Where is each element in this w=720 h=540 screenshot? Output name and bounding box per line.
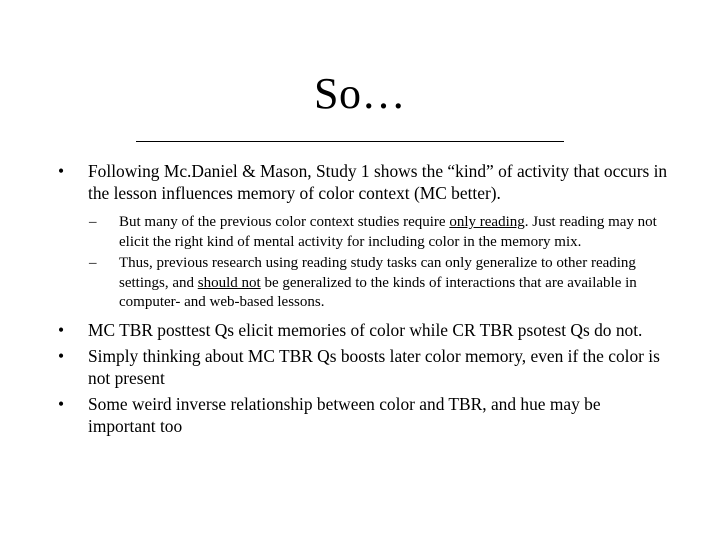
bullet-marker: • — [58, 345, 65, 366]
bullet-text: Some weird inverse relationship between color and TBR, and hue may be important too — [88, 393, 601, 436]
bullet-text: Following Mc.Daniel & Mason, Study 1 shows the “kind” of activity that occurs in the lesson influences memory of color context (MC better). — [88, 161, 668, 203]
bullet-marker: • — [58, 161, 65, 181]
bullet-marker: • — [58, 393, 65, 414]
sub-bullet-text-start: But many of the previous color context studies require — [119, 214, 450, 230]
sub-bullet-text-end: be generalized to the kinds of interactions that are available in computer- and web-based lessons. — [119, 274, 637, 310]
bullet-item — [58, 345, 668, 389]
sub-bullet-list — [89, 213, 668, 313]
bullet-text: Simply thinking about MC TBR Qs boosts later color memory, even if the color is not present — [88, 345, 660, 388]
slide-body — [58, 160, 668, 437]
bullet-item — [58, 393, 668, 437]
underlined-phrase: should not — [197, 274, 261, 291]
sub-bullet-item — [89, 254, 668, 313]
bullet-text: MC TBR posttest Qs elicit memories of color while CR TBR psotest Qs do not. — [88, 319, 643, 340]
underlined-phrase: only reading — [449, 214, 525, 230]
bullet-marker: • — [58, 319, 65, 340]
sub-bullet-item — [89, 213, 668, 252]
sub-bullet-text-end: . Just reading may not elicit the right kind of mental activity for including color in the memory mix. — [119, 214, 657, 250]
bullet-item — [58, 160, 668, 204]
bullet-item — [58, 319, 668, 341]
sub-bullet-text-start: Thus, previous research using reading study tasks can only generalize to other reading settings, and — [119, 255, 636, 291]
dash-marker: – — [89, 255, 97, 271]
slide-title: So… — [314, 69, 406, 118]
title-divider — [136, 141, 564, 142]
dash-marker: – — [89, 214, 97, 230]
